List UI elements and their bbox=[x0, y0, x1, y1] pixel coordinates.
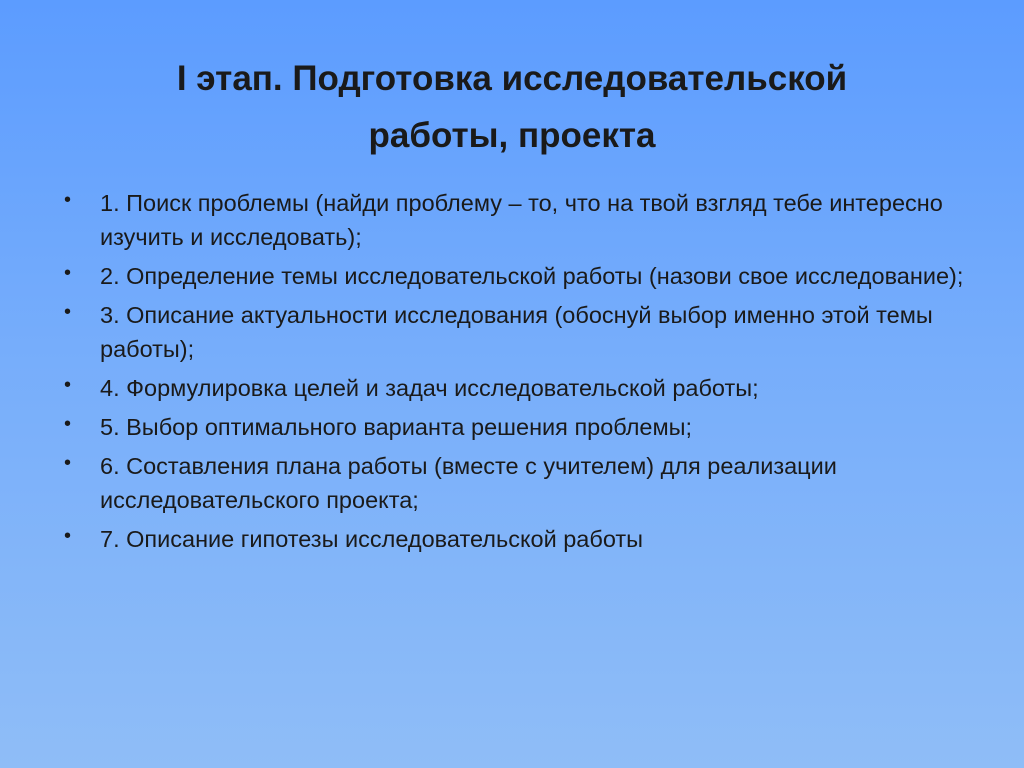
list-item-text: 3. Описание актуальности исследования (обоснуй выбор именно этой темы работы); bbox=[100, 302, 933, 362]
list-item-text: 6. Составления плана работы (вместе с учителем) для реализации исследовательского проекта; bbox=[100, 453, 837, 513]
bullet-icon: • bbox=[64, 374, 72, 396]
slide-title-line-2: работы, проекта bbox=[368, 116, 656, 155]
list-item-text: 4. Формулировка целей и задач исследовательской работы; bbox=[100, 375, 759, 401]
bullet-icon: • bbox=[64, 452, 72, 474]
bullet-icon: • bbox=[64, 525, 72, 547]
slide-title bbox=[100, 50, 924, 164]
bullet-icon: • bbox=[64, 262, 72, 284]
list-item bbox=[60, 522, 980, 556]
slide-title-line-1: I этап. Подготовка исследовательской bbox=[176, 59, 848, 98]
bullet-icon: • bbox=[64, 301, 72, 323]
list-item-text: 1. Поиск проблемы (найди проблему – то, что на твой взгляд тебе интересно изучить и исследовать); bbox=[100, 190, 943, 250]
bullet-list bbox=[60, 186, 980, 561]
bullet-icon: • bbox=[64, 413, 72, 435]
list-item bbox=[60, 449, 980, 517]
list-item bbox=[60, 371, 980, 405]
list-item bbox=[60, 410, 980, 444]
list-item bbox=[60, 186, 980, 254]
list-item-text: 7. Описание гипотезы исследовательской работы bbox=[100, 526, 644, 552]
list-item-text: 5. Выбор оптимального варианта решения проблемы; bbox=[100, 414, 693, 440]
bullet-icon: • bbox=[64, 189, 72, 211]
list-item-text: 2. Определение темы исследовательской работы (назови свое исследование); bbox=[100, 263, 964, 289]
list-item bbox=[60, 298, 980, 366]
list-item bbox=[60, 259, 980, 293]
